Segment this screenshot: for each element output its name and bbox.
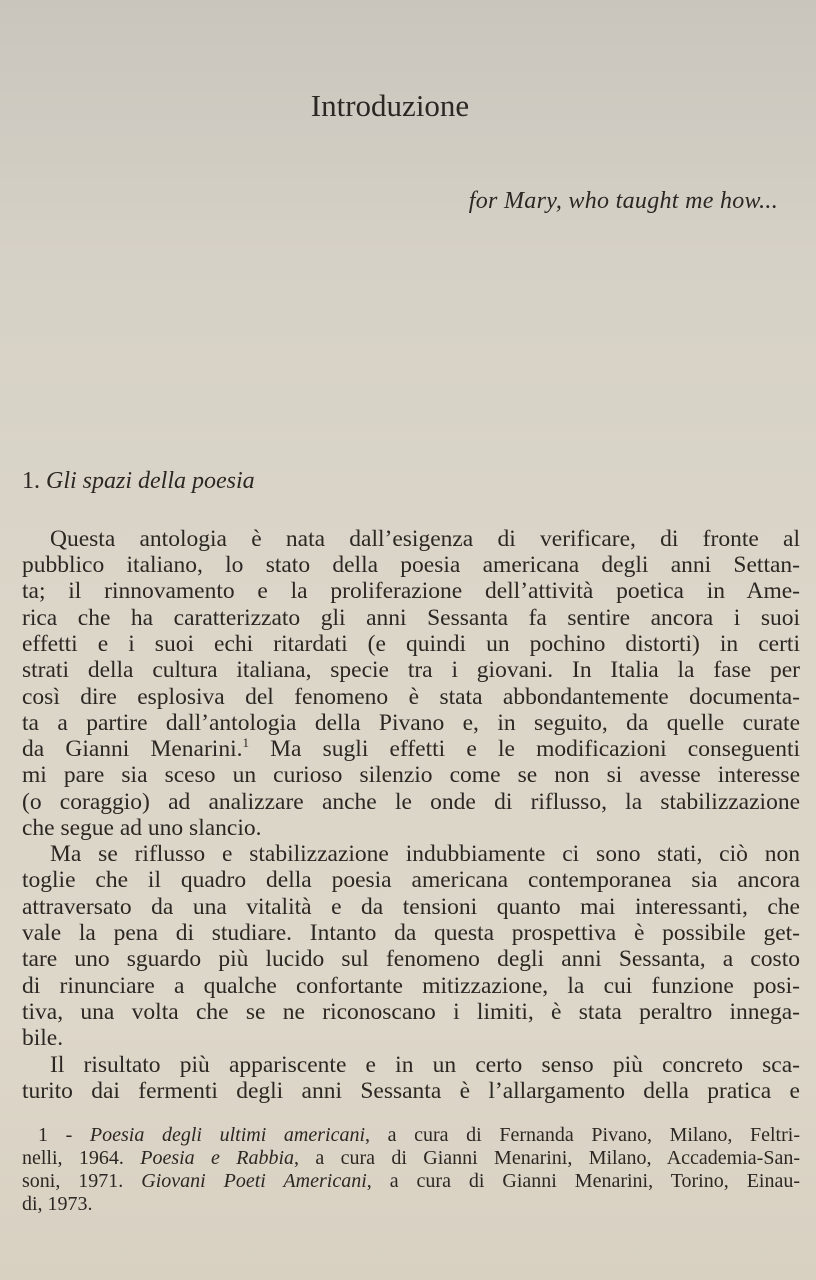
text-segment: , a cura di Fernanda Pivano, Milano, Feltri-	[365, 1124, 800, 1146]
section-number: 1.	[22, 468, 40, 494]
text-line: così dire esplosiva del fenomeno è stata abbondantemente documenta-	[22, 684, 800, 710]
book-title: Giovani Poeti Americani	[141, 1170, 367, 1192]
text-line: Ma se riflusso e stabilizzazione indubbiamente ci sono stati, ciò non	[50, 841, 800, 867]
text-line: che segue ad uno slancio.	[22, 815, 262, 841]
text-segment: nelli, 1964.	[22, 1147, 141, 1169]
footnote-line	[38, 1124, 800, 1147]
text-line: tiva, una volta che se ne riconoscano i limiti, è stata peraltro innega-	[22, 999, 800, 1025]
text-line: (o coraggio) ad analizzare anche le onde di riflusso, la stabilizzazione	[22, 789, 800, 815]
text-line	[22, 736, 800, 762]
dedication: for Mary, who taught me how...	[468, 188, 778, 214]
footnote-number: 1 -	[38, 1124, 90, 1146]
footnote-ref[interactable]: 1	[242, 735, 249, 750]
book-title: Poesia degli ultimi americani	[89, 1124, 365, 1146]
text-line: tare uno sguardo più lucido sul fenomeno degli anni Sessanta, a costo	[22, 946, 800, 972]
footnote-line	[22, 1147, 800, 1170]
section-title: Gli spazi della poesia	[46, 468, 255, 494]
text-line: bile.	[22, 1025, 64, 1051]
text-segment: soni, 1971.	[22, 1170, 142, 1192]
text-segment: Ma sugli effetti e le modificazioni conseguenti	[249, 736, 801, 762]
text-line: mi pare sia sceso un curioso silenzio come se non si avesse interesse	[22, 762, 800, 788]
footnote-line	[22, 1170, 800, 1193]
text-line: effetti e i suoi echi ritardati (e quindi un pochino distorti) in certi	[22, 631, 800, 657]
text-segment: da Gianni Menarini.	[22, 736, 243, 762]
text-line: attraversato da una vitalità e da tensioni quanto mai interessanti, che	[22, 894, 800, 920]
text-line: Questa antologia è nata dall’esigenza di verificare, di fronte al	[50, 526, 800, 552]
text-segment: , a cura di Gianni Menarini, Milano, Accademia-San-	[294, 1147, 800, 1169]
text-segment: , a cura di Gianni Menarini, Torino, Einau-	[366, 1170, 800, 1192]
text-line: ta; il rinnovamento e la proliferazione dell’attività poetica in Ame-	[22, 578, 800, 604]
text-line: rica che ha caratterizzato gli anni Sessanta fa sentire ancora i suoi	[22, 605, 800, 631]
text-line: ta a partire dall’antologia della Pivano e, in seguito, da quelle curate	[22, 710, 800, 736]
text-line: strati della cultura italiana, specie tra i giovani. In Italia la fase per	[22, 657, 800, 683]
text-line: di rinunciare a qualche confortante mitizzazione, la cui funzione posi-	[22, 973, 800, 999]
text-line: Il risultato più appariscente e in un certo senso più concreto sca-	[50, 1052, 800, 1078]
text-line: toglie che il quadro della poesia americana contemporanea sia ancora	[22, 867, 800, 893]
page-title: Introduzione	[310, 88, 470, 123]
text-line: turito dai fermenti degli anni Sessanta è l’allargamento della pratica e	[22, 1078, 800, 1104]
book-title: Poesia e Rabbia	[140, 1147, 295, 1169]
text-line: pubblico italiano, lo stato della poesia americana degli anni Settan-	[22, 552, 800, 578]
footnote-line: di, 1973.	[22, 1193, 93, 1215]
text-line: vale la pena di studiare. Intanto da questa prospettiva è possibile get-	[22, 920, 800, 946]
section-heading	[22, 468, 255, 495]
